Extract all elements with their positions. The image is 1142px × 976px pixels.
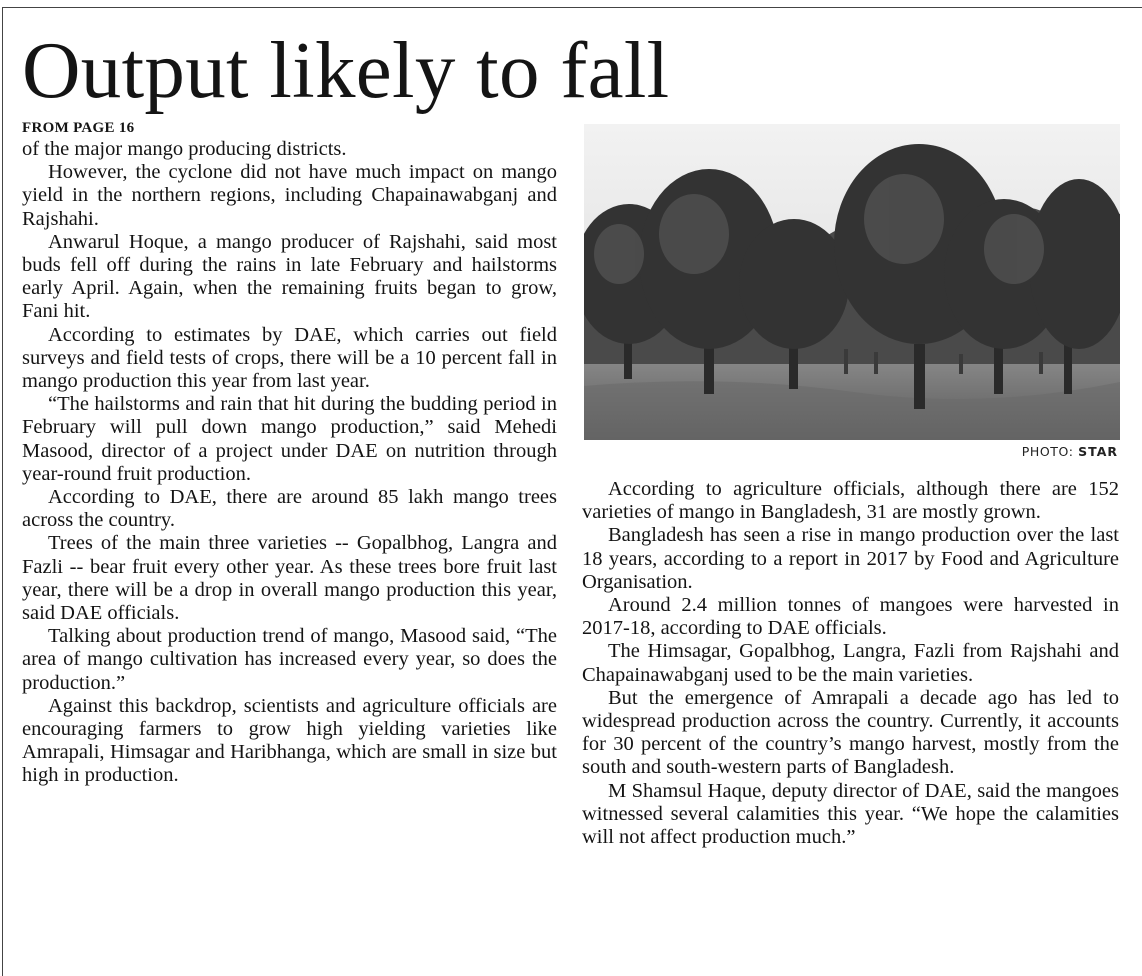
- photo-credit-prefix: PHOTO:: [1021, 444, 1079, 459]
- mango-orchard-photo: [584, 124, 1120, 440]
- paragraph: M Shamsul Haque, deputy director of DAE, said the mangoes witnessed several calamities this year. “We hope the calamities will not affect production much.”: [582, 779, 1119, 849]
- paragraph: Against this backdrop, scientists and agriculture officials are encouraging farmers to grow high yielding varieties like Amrapali, Himsagar and Haribhanga, which are small in size but high in production.: [22, 694, 557, 787]
- left-column: [22, 138, 557, 788]
- paragraph: The Himsagar, Gopalbhog, Langra, Fazli from Rajshahi and Chapainawabganj used to be the main varieties.: [582, 640, 1119, 686]
- left-border-rule: [2, 7, 3, 976]
- paragraph: Anwarul Hoque, a mango producer of Rajshahi, said most buds fell off during the rains in late February and hailstorms early April. Again, when the remaining fruits began to grow, Fani hit.: [22, 230, 557, 323]
- paragraph: of the major mango producing districts.: [22, 138, 347, 160]
- paragraph: But the emergence of Amrapali a decade ago has led to widespread production across the country. Currently, it accounts for 30 percent of the country’s mango harvest, mostly from the south and south-western parts of Bangladesh.: [582, 686, 1119, 779]
- paragraph: According to DAE, there are around 85 lakh mango trees across the country.: [22, 486, 557, 532]
- paragraph: According to agriculture officials, although there are 152 varieties of mango in Bangladesh, 31 are mostly grown.: [582, 478, 1119, 524]
- headline: Output likely to fall: [22, 25, 670, 115]
- photo-credit-source: STAR: [1078, 444, 1118, 459]
- paragraph: Around 2.4 million tonnes of mangoes were harvested in 2017-18, according to DAE officials.: [582, 594, 1119, 640]
- paragraph: Trees of the main three varieties -- Gopalbhog, Langra and Fazli -- bear fruit every other year. As these trees bore fruit last year, there will be a drop in overall mango production this year, said DAE officials.: [22, 532, 557, 625]
- jump-line: FROM PAGE 16: [22, 120, 135, 136]
- paragraph: “The hailstorms and rain that hit during the budding period in February will pull down mango production,” said Mehedi Masood, director of a project under DAE on nutrition through year-round fruit production.: [22, 393, 557, 485]
- right-column: [582, 478, 1119, 849]
- paragraph: However, the cyclone did not have much impact on mango yield in the northern regions, including Chapainawabganj and Rajshahi.: [22, 161, 557, 230]
- top-border-rule: [2, 7, 1142, 8]
- orchard-illustration: [584, 124, 1120, 440]
- paragraph: Bangladesh has seen a rise in mango production over the last 18 years, according to a report in 2017 by Food and Agriculture Organisation.: [582, 524, 1119, 593]
- paragraph: Talking about production trend of mango, Masood said, “The area of mango cultivation has increased every year, so does the production.”: [22, 625, 557, 694]
- photo-credit: [1022, 444, 1118, 459]
- paragraph: According to estimates by DAE, which carries out field surveys and field tests of crops, there will be a 10 percent fall in mango production this year from last year.: [22, 323, 557, 393]
